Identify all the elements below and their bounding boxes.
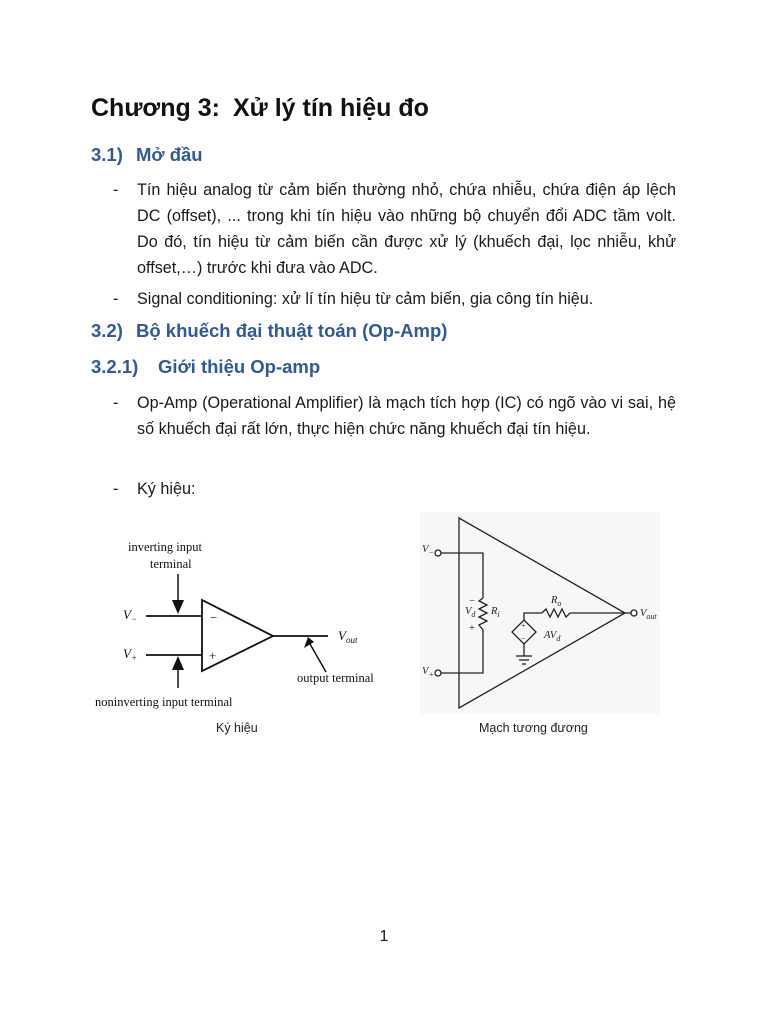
inverting-arrow <box>172 600 184 614</box>
plus-sign: + <box>209 648 217 663</box>
bullet-marker: - <box>113 181 119 199</box>
bullet-item <box>113 286 676 312</box>
bullet-text: Signal conditioning: xử lí tín hiệu từ cảm biến, gia công tín hiệu. <box>137 290 594 308</box>
chapter-title-text: Xử lý tín hiệu đo <box>233 94 429 122</box>
v-plus-terminal <box>435 670 441 676</box>
bullet-text: Tín hiệu analog từ cảm biến thường nhỏ, chứa nhiễu, chứa điện áp lệch DC (offset), ... trong khi tín hiệu vào những bộ chuyển đổi ADC tầm volt. Do đó, tín hiệu từ cảm biến cần được xử lý (khuếch đại, lọc nhiễu, khử offset,…) trước khi đưa vào ADC. <box>137 181 676 277</box>
ri-label: $R_i$ <box>491 606 500 619</box>
chapter-number: Chương 3: <box>91 94 220 122</box>
section-title: Bộ khuếch đại thuật toán (Op-Amp) <box>136 320 448 341</box>
vout-label: $V_{out}$ <box>640 608 657 621</box>
output-label: output terminal <box>297 671 374 685</box>
section-3-2-heading <box>91 320 447 342</box>
section-title: Mở đầu <box>136 144 203 165</box>
section-number: 3.1) <box>91 144 123 165</box>
section-number: 3.2) <box>91 320 123 341</box>
v-minus-label: $V_-$ <box>422 544 434 557</box>
bullet-marker: - <box>113 290 119 308</box>
figure-caption-symbol: Ký hiệu <box>216 721 258 735</box>
bullet-marker: - <box>113 480 119 498</box>
section-3-1-heading <box>91 144 203 166</box>
minus-sign: − <box>210 610 218 625</box>
inverting-label-1: inverting input <box>128 540 202 554</box>
v-plus-label: $V_+$ <box>422 666 434 679</box>
section-number: 3.2.1) <box>91 356 139 377</box>
bullet-text: Op-Amp (Operational Amplifier) là mạch tích hợp (IC) có ngõ vào vi sai, hệ số khuếch đại rất lớn, thực hiện chức năng khuếch đại tín hiệu. <box>137 394 676 438</box>
page-number: 1 <box>379 928 389 945</box>
bullet-item <box>113 177 676 281</box>
source-minus-sign: − <box>521 634 526 643</box>
inverting-label-2: terminal <box>150 557 192 571</box>
vd-label: $V_d$ <box>465 606 476 619</box>
bullet-item <box>113 390 676 442</box>
section-title: Giới thiệu Op-amp <box>158 356 321 377</box>
noninverting-label: noninverting input terminal <box>95 695 233 709</box>
vd-plus-sign: + <box>469 623 475 634</box>
bullet-text: Ký hiệu: <box>137 480 196 498</box>
v-plus-label: $V_+$ <box>123 646 138 663</box>
bullet-item <box>113 476 676 502</box>
figure-caption-equivalent: Mạch tương đương <box>479 721 588 735</box>
output-arrow <box>304 637 314 648</box>
bullet-marker: - <box>113 394 119 412</box>
v-out-label: $V_{out}$ <box>338 628 358 645</box>
vout-terminal <box>631 610 637 616</box>
ro-label: $R_o$ <box>551 595 562 608</box>
opamp-symbol-figure <box>88 530 393 720</box>
noninverting-arrow <box>172 656 184 670</box>
section-3-2-1-heading <box>91 356 320 378</box>
equivalent-circuit-figure <box>420 512 660 714</box>
source-plus-sign: + <box>521 621 526 630</box>
vd-minus-sign: − <box>469 596 475 607</box>
v-minus-terminal <box>435 550 441 556</box>
gain-label: $AV_d$ <box>544 630 561 643</box>
v-minus-label: $V_-$ <box>123 607 138 624</box>
chapter-title <box>91 94 429 123</box>
